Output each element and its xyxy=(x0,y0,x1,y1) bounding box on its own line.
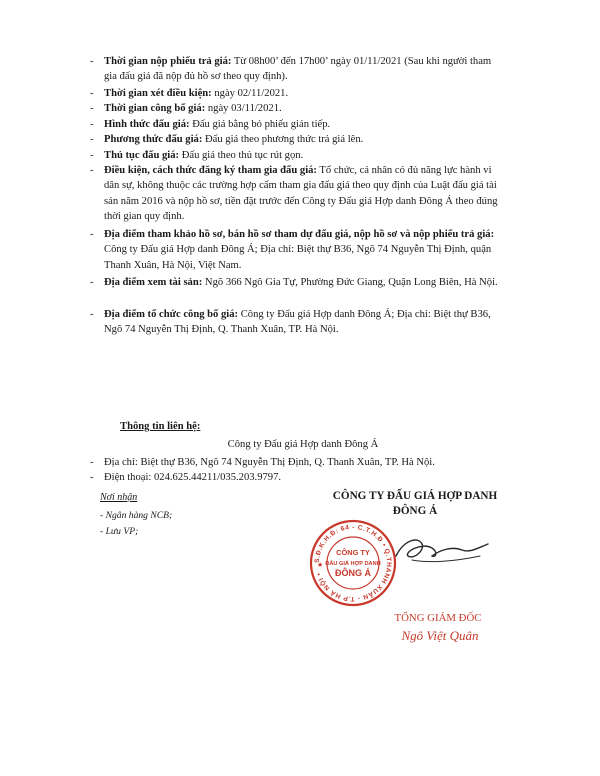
item-text: Tổ chức, cá nhân có đủ năng lực hành vi dân sự, không thuộc các trường hợp cấm tham gia đấu giá theo quy định của Luật đấu giá tài sản năm 2016 và nộp hồ sơ, tiền đặt trước đến Công ty Đấu giá Hợp danh Đông Á theo đúng thời gian quy định. xyxy=(104,165,498,223)
item-label: Thời gian nộp phiếu trả giá: xyxy=(104,56,232,67)
seal-ring-text: S.Đ.K.H.Đ: 64 - C.T.H.Đ • Q.THANH XUÂN - T.P HÀ NỘI • xyxy=(313,523,393,603)
signature-company-line2: ĐÔNG Á xyxy=(392,505,438,517)
recipients-heading: Nơi nhận xyxy=(100,492,138,503)
item-text: Công ty Đấu giá Hợp danh Đông Á; Địa chỉ: Biệt thự B36, Ngõ 74 Nguyễn Thị Định, Q. Thanh Xuân, TP. Hà Nội. xyxy=(104,309,491,336)
item-text: ngày 02/11/2021. xyxy=(211,88,289,99)
bullet-dash: - xyxy=(90,134,94,145)
bullet-dash: - xyxy=(90,309,94,320)
item-text: Ngõ 366 Ngô Gia Tự, Phường Đức Giang, Quận Long Biên, Hà Nội. xyxy=(202,277,498,288)
item-label: Thời gian xét điều kiện: xyxy=(104,88,212,99)
bullet-dash: - xyxy=(90,165,94,176)
contact-heading: Thông tin liên hệ: xyxy=(120,421,201,432)
seal-center-line2: ĐẤU GIÁ HỢP DANH xyxy=(325,561,381,567)
bullet-dash: - xyxy=(90,229,94,240)
item-label: Địa điểm tổ chức công bố giá: xyxy=(104,309,239,320)
bullet-dash: - xyxy=(90,472,94,483)
recipient-item: - Ngân hàng NCB; xyxy=(100,510,173,521)
item-label: Thủ tục đấu giá: xyxy=(104,150,180,161)
bullet-dash: - xyxy=(90,88,94,99)
info-item-submission-time xyxy=(90,54,502,85)
info-item-viewing-location xyxy=(90,275,502,290)
item-text: ngày 03/11/2021. xyxy=(205,103,282,114)
director-title: TỔNG GIÁM ĐỐC xyxy=(394,612,482,624)
info-item-eligibility-review xyxy=(90,86,502,101)
item-label: Thời gian công bố giá: xyxy=(104,103,206,114)
bullet-dash: - xyxy=(90,150,94,161)
bullet-dash: - xyxy=(90,56,94,67)
item-label: Hình thức đấu giá: xyxy=(104,119,190,130)
item-text: Đấu giá bằng bỏ phiếu gián tiếp. xyxy=(189,119,331,130)
item-text: Công ty Đấu giá Hợp danh Đông Á; Địa chỉ: Biệt thự B36, Ngõ 74 Nguyễn Thị Định, quận Thanh Xuân, Hà Nội, Việt Nam. xyxy=(104,244,492,271)
contact-address xyxy=(90,455,502,470)
item-text: Đấu giá theo thủ tục rút gọn. xyxy=(179,150,304,161)
info-item-registration-conditions xyxy=(90,163,502,225)
bullet-dash: - xyxy=(90,457,94,468)
info-item-announcement-location xyxy=(90,307,502,338)
contact-phone-text: Điện thoại: 024.625.44211/035.203.9797. xyxy=(104,472,282,483)
item-text: Từ 08h00’ đến 17h00’ ngày 01/11/2021 (Sau khi người tham gia đấu giá đã nộp đủ hồ sơ theo quy định). xyxy=(104,56,492,83)
info-item-document-location xyxy=(90,227,502,273)
info-item-auction-procedure xyxy=(90,148,502,163)
item-label: Địa điểm xem tài sản: xyxy=(104,277,203,288)
signature-company-line1: CÔNG TY ĐẤU GIÁ HỢP DANH xyxy=(332,490,498,502)
item-label: Địa điểm tham khảo hồ sơ, bán hồ sơ tham dự đấu giá, nộp hồ sơ và nộp phiếu trả giá: xyxy=(104,229,495,240)
seal-star-icon: ★ xyxy=(317,561,324,569)
signature-company xyxy=(300,489,530,519)
bullet-dash: - xyxy=(90,277,94,288)
seal-center-line3: ĐÔNG Á xyxy=(335,568,371,578)
info-item-auction-form xyxy=(90,117,502,132)
seal-center-line1: CÔNG TY xyxy=(336,548,370,557)
contact-address-text: Địa chỉ: Biệt thự B36, Ngõ 74 Nguyễn Thị Định, Q. Thanh Xuân, TP. Hà Nội. xyxy=(104,457,435,468)
recipient-item: - Lưu VP; xyxy=(100,526,139,537)
item-text: Đấu giá theo phương thức trả giá lên. xyxy=(202,134,364,145)
bullet-dash: - xyxy=(90,119,94,130)
director-name: Ngô Việt Quân xyxy=(401,628,479,643)
item-label: Phương thức đấu giá: xyxy=(104,134,203,145)
contact-company: Công ty Đấu giá Hợp danh Đông Á xyxy=(227,439,379,450)
company-seal xyxy=(309,519,397,607)
info-item-auction-method xyxy=(90,132,502,147)
item-label: Điều kiện, cách thức đăng ký tham gia đấu giá: xyxy=(104,165,317,176)
contact-phone xyxy=(90,470,502,485)
bullet-dash: - xyxy=(90,103,94,114)
info-item-price-announcement xyxy=(90,101,502,116)
handwritten-signature xyxy=(392,530,492,570)
